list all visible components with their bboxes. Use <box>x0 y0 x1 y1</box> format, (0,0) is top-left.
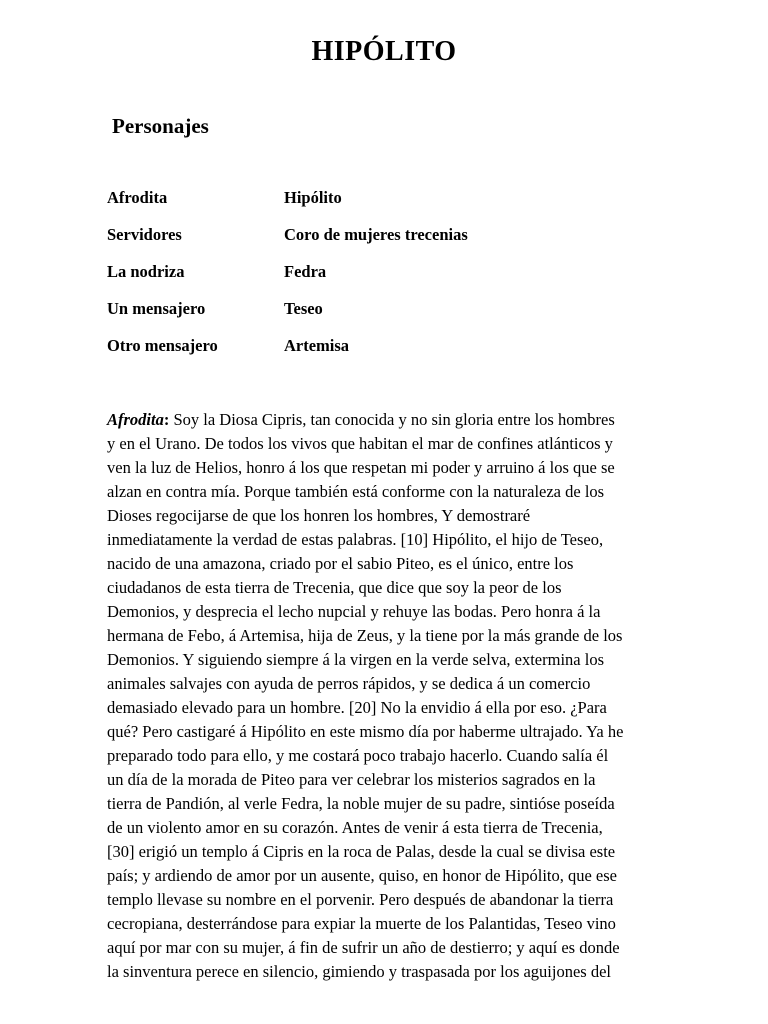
text-line: alzan en contra mía. Porque también está conforme con la naturaleza de los <box>107 482 605 501</box>
text-line: la sinventura perece en silencio, gimiendo y traspasada por los aguijones del <box>107 962 612 981</box>
text-line: aquí por mar con su mujer, á fin de sufrir un año de destierro; y aquí es donde <box>107 938 620 957</box>
text-line: demasiado elevado para un hombre. [20] No la envidio á ella por eso. ¿Para <box>107 698 607 717</box>
character-name: Fedra <box>284 262 327 281</box>
text-line: Dioses regocijarse de que los honren los hombres, Y demostraré <box>107 506 531 525</box>
characters-heading: Personajes <box>112 114 209 138</box>
text-line: nacido de una amazona, criado por el sabio Piteo, es el único, entre los <box>107 554 574 573</box>
text-line: preparado todo para ello, y me costará poco trabajo hacerlo. Cuando salía él <box>107 746 609 765</box>
character-name: Servidores <box>107 225 182 244</box>
character-name: Teseo <box>284 299 323 318</box>
characters-row <box>107 262 667 299</box>
text-line: de un violento amor en su corazón. Antes de venir á esta tierra de Trecenia, <box>107 818 603 837</box>
characters-row <box>107 225 667 262</box>
text-line: tierra de Pandión, al verle Fedra, la noble mujer de su padre, sintióse poseída <box>107 794 615 813</box>
text-line: ven la luz de Helios, honro á los que respetan mi poder y arruino á los que se <box>107 458 615 477</box>
character-name: Hipólito <box>284 188 342 207</box>
character-name: Un mensajero <box>107 299 206 318</box>
text-line: [30] erigió un templo á Cipris en la roca de Palas, desde la cual se divisa este <box>107 842 616 861</box>
text-line: Demonios. Y siguiendo siempre á la virgen en la verde selva, extermina los <box>107 650 604 669</box>
character-name: Otro mensajero <box>107 336 218 355</box>
text-line: animales salvajes con ayuda de perros rápidos, y se dedica á un comercio <box>107 674 591 693</box>
text-line: hermana de Febo, á Artemisa, hija de Zeus, y la tiene por la más grande de los <box>107 626 623 645</box>
text-line: y en el Urano. De todos los vivos que habitan el mar de confines atlánticos y <box>107 434 613 453</box>
speaker-colon: : <box>163 410 170 429</box>
document-title: HIPÓLITO <box>311 36 457 67</box>
text-line: Demonios, y desprecia el lecho nupcial y rehuye las bodas. Pero honra á la <box>107 602 601 621</box>
speech-paragraph <box>107 408 667 984</box>
characters-list <box>107 188 667 373</box>
text-line: cecropiana, desterrándose para expiar la muerte de los Palantidas, Teseo vino <box>107 914 616 933</box>
text-line: país; y ardiendo de amor por un ausente, quiso, en honor de Hipólito, que ese <box>107 866 618 885</box>
characters-row <box>107 336 667 373</box>
text-line <box>107 408 667 432</box>
text-line: qué? Pero castigaré á Hipólito en este mismo día por haberme ultrajado. Ya he <box>107 722 624 741</box>
character-name: Artemisa <box>284 336 350 355</box>
characters-row <box>107 299 667 336</box>
text-line: inmediatamente la verdad de estas palabras. [10] Hipólito, el hijo de Teseo, <box>107 530 604 549</box>
speaker-name: Afrodita <box>107 410 164 429</box>
character-name: La nodriza <box>107 262 185 281</box>
text-line-content: Soy la Diosa Cipris, tan conocida y no sin gloria entre los hombres <box>169 410 615 429</box>
text-line: ciudadanos de esta tierra de Trecenia, que dice que soy la peor de los <box>107 578 562 597</box>
character-name: Afrodita <box>107 188 168 207</box>
text-line: templo llevase su nombre en el porvenir. Pero después de abandonar la tierra <box>107 890 614 909</box>
characters-row <box>107 188 667 225</box>
character-name: Coro de mujeres trecenias <box>284 225 468 244</box>
text-line: un día de la morada de Piteo para ver celebrar los misterios sagrados en la <box>107 770 596 789</box>
